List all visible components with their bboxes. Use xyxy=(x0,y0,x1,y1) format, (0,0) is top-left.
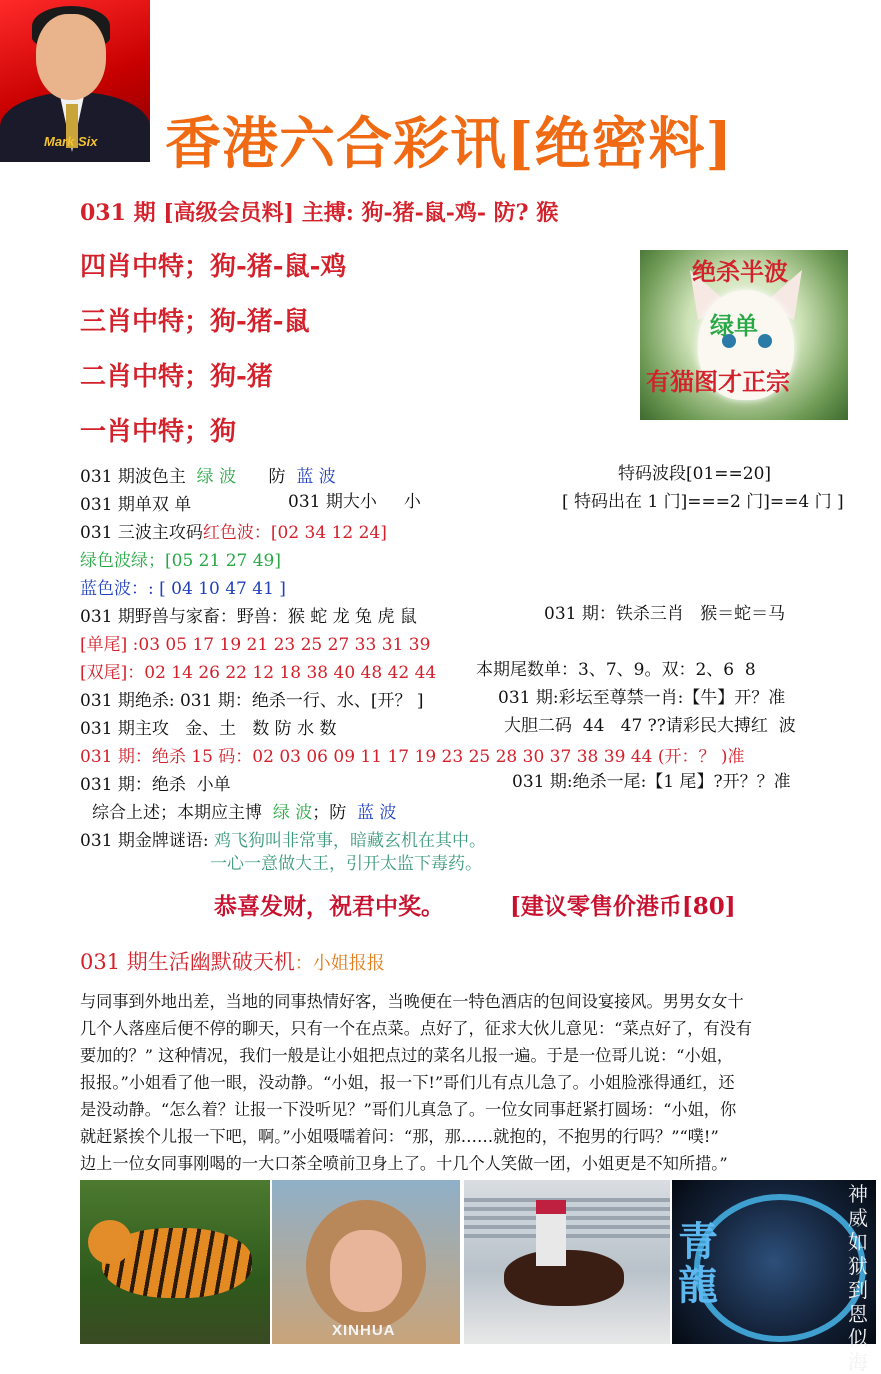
odd-even: 031 期单双 单 xyxy=(80,495,192,515)
humor-title-row: 031 期生活幽默破天机：小姐报报 xyxy=(80,950,385,974)
single-tail-row: [单尾] :03 05 17 19 21 23 25 27 33 31 39 xyxy=(80,635,431,655)
kill-small-row: 031 期：绝杀 小单 xyxy=(80,775,231,795)
head-line: 031 期 [高级会员料] 主搏: 狗-猪-鼠-鸡- 防? 猴 xyxy=(80,200,559,226)
humor-line: 报报。”小姐看了他一眼，没动静。“小姐，报一下!”哥们儿有点儿急了。小姐脸涨得通红，还 xyxy=(80,1073,735,1092)
door-row: [ 特码出在 1 门]===2 门]==4 门 ] xyxy=(562,492,844,512)
riddle-line-2: 一心一意做大王，引开太监下毒药。 xyxy=(210,854,482,874)
dragon-caption-right: 神威如狱 到恩似海 xyxy=(848,1182,868,1374)
kill-tail-row: 031 期:绝杀一尾:【1 尾】?开？？准 xyxy=(512,772,791,792)
pick-four: 四肖中特；狗-猪-鼠-鸡 xyxy=(80,252,347,282)
mark-six-logo: Mark Six xyxy=(44,134,98,149)
special-range: 特码波段[01==20] xyxy=(618,464,772,484)
forbid-row: 031 期:彩坛至尊禁一肖:【牛】开？准 xyxy=(498,688,786,708)
humor-body xyxy=(80,988,870,1177)
double-tail-row: [双尾]：02 14 26 22 12 18 38 40 48 42 44 xyxy=(80,663,437,683)
humor-line: 就赶紧挨个儿报一下吧，啊。”小姐嗫嚅着问：“那，那……就抱的，不抱男的行吗？”“噗!” xyxy=(80,1127,719,1146)
three-wave-row: 031 三波主攻码红色波：[02 34 12 24] xyxy=(80,523,387,543)
congrats-text: 恭喜发财，祝君中奖。 xyxy=(214,893,444,920)
wave-color-row: 031 期波色主 绿 波 防 蓝 波 xyxy=(80,467,336,487)
main-attack-row: 031 期主攻 金、土 数 防 水 数 xyxy=(80,719,337,739)
monkey-image xyxy=(272,1180,460,1344)
two-codes-row: 大胆二码 44 47 ??请彩民大搏红 波 xyxy=(504,716,796,736)
pick-two: 二肖中特；狗-猪 xyxy=(80,362,273,392)
cat-line-green-single: 绿单 xyxy=(710,311,758,340)
tiger-image xyxy=(80,1180,270,1344)
summary-row: 综合上述；本期应主博 绿 波；防 蓝 波 xyxy=(92,803,397,823)
horse-race-image xyxy=(464,1180,670,1344)
blue-wave-row: 蓝色波：: [ 04 10 47 41 ] xyxy=(80,579,286,599)
pick-one: 一肖中特；狗 xyxy=(80,417,237,447)
green-wave-row: 绿色波绿；[05 21 27 49] xyxy=(80,551,282,571)
wild-animals-row: 031 期野兽与家畜：野兽：猴 蛇 龙 兔 虎 鼠 xyxy=(80,607,417,627)
retail-price: [建议零售价港币[80] xyxy=(510,893,736,920)
xinhua-watermark: XINHUA xyxy=(332,1322,396,1339)
humor-line: 要加的？” 这种情况，我们一般是让小姐把点过的菜名儿报一遍。于是一位哥儿说：“小姐， xyxy=(80,1046,734,1065)
dragon-caption-left: 青龍 xyxy=(678,1218,718,1309)
dragon-image xyxy=(672,1180,876,1374)
riddle-row: 031 期金牌谜语: 鸡飞狗叫非常事，暗藏玄机在其中。 xyxy=(80,831,486,851)
kill-15-row: 031 期：绝杀 15 码：02 03 06 09 11 17 19 23 25 28 30 37 38 39 44 (开：？ )准 xyxy=(80,747,745,767)
big-small: 031 期大小 小 xyxy=(288,492,421,512)
humor-line: 是没动静。“怎么着？让报一下没听见？”哥们儿真急了。一位女同事赶紧打圆场：“小姐，你 xyxy=(80,1100,737,1119)
cat-image-box xyxy=(640,250,848,420)
page-title: 香港六合彩讯[绝密料] xyxy=(165,111,733,177)
kill-three-row: 031 期：铁杀三肖 猴＝蛇＝马 xyxy=(544,604,786,624)
cat-line-genuine: 有猫图才正宗 xyxy=(646,367,790,396)
tail-number-row: 本期尾数单：3、7、9。双：2、6 8 xyxy=(476,660,756,680)
humor-line: 边上一位女同事刚喝的一大口茶全喷前卫身上了。十几个人笑做一团，小姐更是不知所措。” xyxy=(80,1154,728,1173)
cat-line-kill-half-wave: 绝杀半波 xyxy=(692,257,788,286)
humor-line: 几个人落座后便不停的聊天，只有一个在点菜。点好了，征求大伙儿意见：“菜点好了，有没有 xyxy=(80,1019,752,1038)
presenter-photo xyxy=(0,0,150,152)
humor-line: 与同事到外地出差，当地的同事热情好客，当晚便在一特色酒店的包间设宴接风。男男女女十 xyxy=(80,992,744,1011)
pick-three: 三肖中特；狗-猪-鼠 xyxy=(80,307,310,337)
kill-row: 031 期绝杀: 031 期：绝杀一行、水、[开？ ] xyxy=(80,691,424,711)
